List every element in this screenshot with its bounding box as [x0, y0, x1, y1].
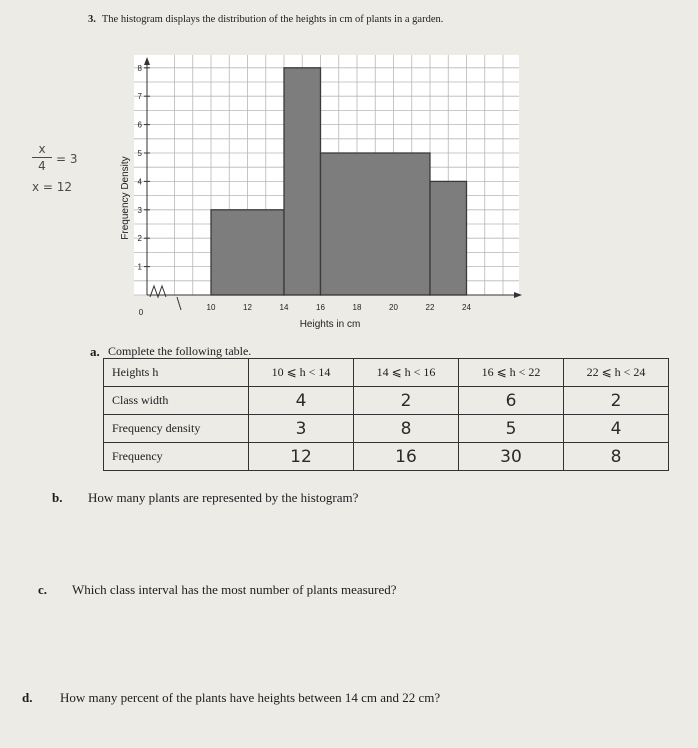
y-tick-label: 2	[137, 234, 142, 244]
answer-cell[interactable]: 6	[459, 387, 564, 415]
answer-cell[interactable]: 4	[564, 415, 669, 443]
answer-cell[interactable]: 4	[249, 387, 354, 415]
row-label-frequency: Frequency	[104, 443, 249, 471]
y-tick-label: 1	[137, 262, 142, 272]
part-b-text: How many plants are represented by the histogram?	[88, 490, 359, 505]
x-tick-label: 18	[352, 303, 362, 312]
axis-break-mark	[177, 297, 181, 310]
part-d-text: How many percent of the plants have heights between 14 cm and 22 cm?	[60, 690, 441, 705]
histogram-bar	[430, 181, 467, 295]
question-number: 3.	[88, 14, 96, 25]
origin-label: 0	[138, 308, 144, 317]
x-tick-label: 20	[389, 303, 398, 312]
table-row-frequency	[104, 443, 669, 471]
interval-cell: 22 ⩽ h < 24	[564, 359, 669, 387]
histogram-bar	[321, 153, 431, 295]
part-a-label: a.	[90, 344, 100, 359]
n-equation: x = 12	[32, 180, 73, 194]
part-d-label: d.	[22, 690, 33, 705]
y-tick-label: 7	[137, 92, 142, 102]
fraction-numerator: x	[38, 142, 46, 156]
y-tick-label: 8	[137, 63, 142, 73]
interval-cell: 16 ⩽ h < 22	[459, 359, 564, 387]
table-row-frequency-density	[104, 415, 669, 443]
y-tick-label: 5	[137, 149, 142, 158]
answer-cell[interactable]: 12	[249, 443, 354, 471]
row-label-class-width: Class width	[104, 387, 249, 415]
table-row-class-width	[104, 387, 669, 415]
y-tick-label: 4	[137, 177, 142, 187]
fraction-denominator: 4	[38, 159, 46, 173]
part-b-label: b.	[52, 490, 63, 505]
x-tick-label: 22	[425, 303, 435, 312]
answer-cell[interactable]: 3	[249, 415, 354, 443]
part-c-label: c.	[38, 582, 48, 597]
answer-cell[interactable]: 5	[459, 415, 564, 443]
x-axis-title: Heights in cm	[299, 319, 361, 330]
x-tick-label: 12	[243, 303, 252, 312]
question-text: The histogram displays the distribution of the heights in cm of plants in a garden.	[101, 14, 444, 25]
row-label-frequency-density: Frequency density	[104, 415, 249, 443]
histogram-bar	[211, 210, 284, 295]
row-label-heights: Heights h	[104, 359, 249, 387]
answer-cell[interactable]: 8	[564, 443, 669, 471]
part-c-text: Which class interval has the most number of plants measured?	[72, 582, 397, 597]
x-tick-label: 16	[316, 303, 325, 312]
x-tick-label: 14	[279, 303, 289, 312]
histogram-bar	[284, 68, 321, 295]
y-axis-title: Frequency Density	[120, 156, 131, 240]
answer-cell[interactable]: 30	[459, 443, 564, 471]
interval-cell: 14 ⩽ h < 16	[354, 359, 459, 387]
x-tick-label: 24	[462, 303, 471, 312]
y-tick-label: 3	[137, 205, 142, 215]
answer-cell[interactable]: 2	[564, 387, 669, 415]
answer-cell[interactable]: 2	[354, 387, 459, 415]
table-row-heights	[104, 359, 669, 387]
histogram-chart	[0, 0, 698, 345]
interval-cell: 10 ⩽ h < 14	[249, 359, 354, 387]
x-tick-label: 10	[206, 303, 216, 312]
fraction-result: = 3	[56, 152, 78, 166]
frequency-table	[103, 358, 669, 471]
y-tick-label: 6	[137, 120, 142, 130]
answer-cell[interactable]: 8	[354, 415, 459, 443]
answer-cell[interactable]: 16	[354, 443, 459, 471]
part-a-text: Complete the following table.	[108, 344, 252, 358]
